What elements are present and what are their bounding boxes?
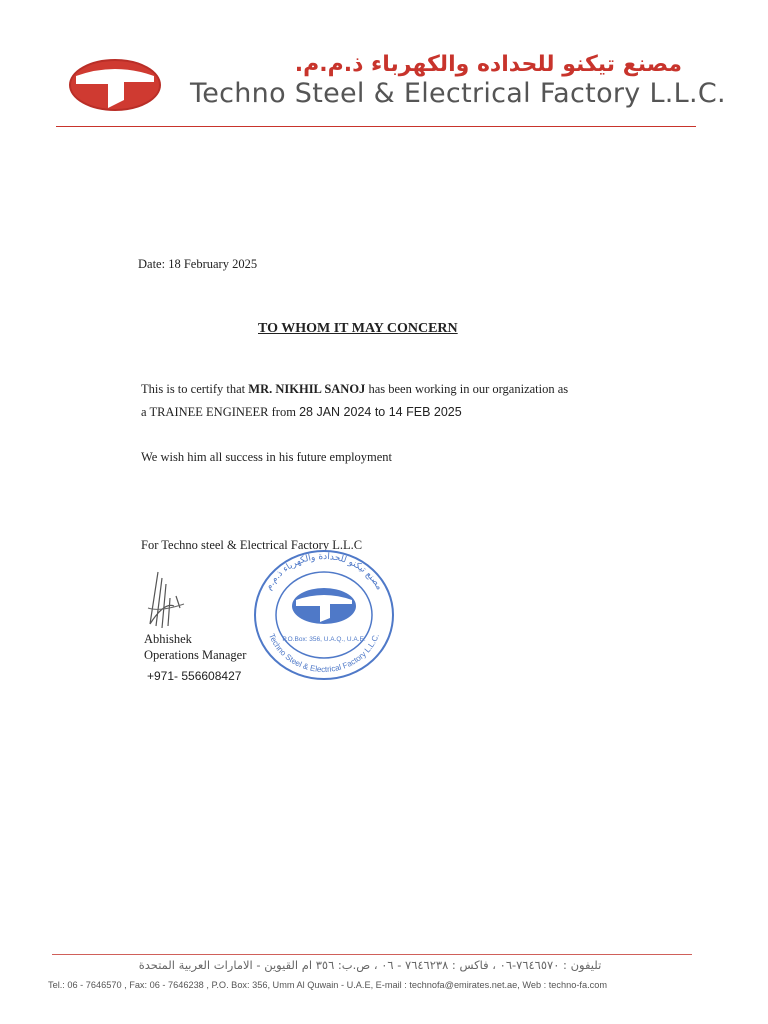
employee-name: MR. NIKHIL SANOJ xyxy=(248,382,366,396)
company-name-english: Techno Steel & Electrical Factory L.L.C. xyxy=(190,78,726,109)
certification-line-2 xyxy=(141,405,462,420)
footer-contact-arabic: تليفون : ٧٦٤٦٥٧٠-٠٦ ، فاكس : ٧٦٤٦٢٣٨ - ٠٦ ، ص.ب: ٣٥٦ ام القيوين - الامارات العربية المتحدة xyxy=(138,958,602,972)
letter-title: TO WHOM IT MAY CONCERN xyxy=(258,321,458,336)
signatory-position: Operations Manager xyxy=(144,648,247,662)
for-company-line: For Techno steel & Electrical Factory L.L.C xyxy=(141,538,363,552)
employment-period: 28 JAN 2024 to 14 FEB 2025 xyxy=(299,405,462,419)
signatory-name: Abhishek xyxy=(144,632,192,646)
stamp-english-text: Techno Steel & Electrical Factory L.L.C. xyxy=(267,632,381,675)
stamp-po-box: P.O.Box: 356, U.A.Q., U.A.E. xyxy=(282,636,366,643)
letter-date: Date: 18 February 2025 xyxy=(138,257,258,271)
line1-suffix: has been working in our organization as xyxy=(365,382,569,396)
stamp-arabic-text: مصنع تيكنو للحدادة والكهرباء ذ.م.م xyxy=(263,551,385,592)
header-divider xyxy=(56,126,696,127)
certification-line-1 xyxy=(141,382,568,397)
line1-prefix: This is to certify that xyxy=(141,382,249,396)
handwritten-signature xyxy=(144,568,188,630)
footer-contact-english: Tel.: 06 - 7646570 , Fax: 06 - 7646238 , P.O. Box: 356, Umm Al Quwain - U.A.E, E-mail : technofa@emirates.net.ae, Web : techno-fa.com xyxy=(48,980,607,990)
footer-divider xyxy=(52,954,692,955)
company-name-arabic: مصنع تيكنو للحداده والكهرباء ذ.م.م. xyxy=(294,52,682,77)
wish-line: We wish him all success in his future employment xyxy=(141,450,393,464)
company-logo xyxy=(68,58,162,112)
line2-prefix: a TRAINEE ENGINEER from xyxy=(141,405,300,419)
signatory-phone: +971- 556608427 xyxy=(147,669,242,683)
company-stamp xyxy=(252,548,396,682)
